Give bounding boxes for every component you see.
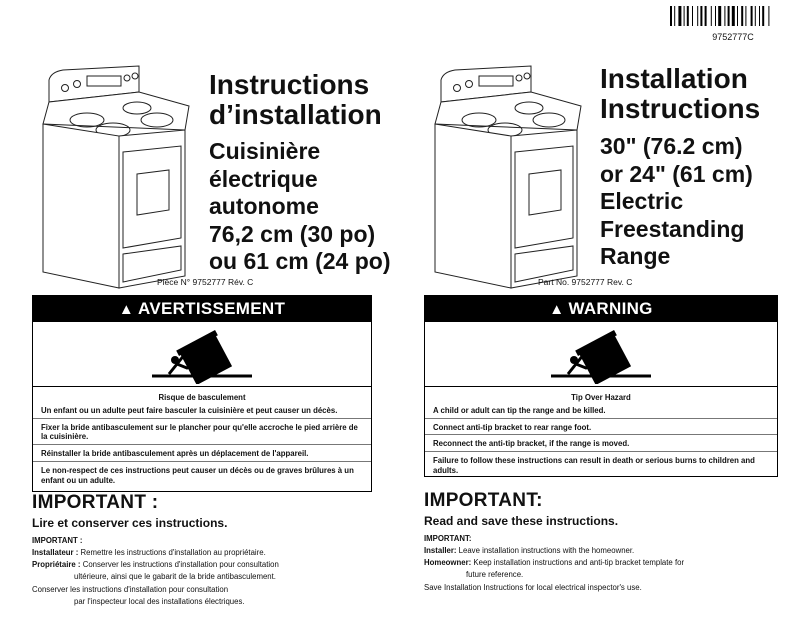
hazard-title: Tip Over Hazard — [571, 393, 631, 402]
warning-triangle-icon: ▲ — [118, 300, 134, 318]
important-subtitle: Lire et conserver ces instructions. — [32, 516, 228, 530]
description-line: Electric — [600, 188, 684, 215]
warning-label: AVERTISSEMENT — [138, 299, 286, 318]
title-line: Instructions — [600, 93, 761, 125]
description-line: 76,2 cm (30 po) — [209, 220, 376, 247]
tip-over-icon — [546, 324, 656, 384]
warning-line: Le non-respect de ces instructions peut causer un décès ou de graves brûlures à un enfant ou un adulte. — [41, 465, 354, 485]
description-line: or 24" (61 cm) — [600, 160, 753, 187]
description-line: Range — [600, 243, 671, 270]
important-notes — [32, 536, 279, 607]
keep-text: Conserver les instructions d'installation pour consultation — [32, 584, 229, 594]
important-subtitle: Read and save these instructions. — [424, 514, 619, 528]
notes-label: IMPORTANT: — [424, 534, 472, 543]
warning-line: Un enfant ou un adulte peut faire basculer la cuisinière et peut causer un décès. — [33, 406, 371, 419]
installer-heading: Installateur : — [32, 548, 79, 558]
description-line: électrique — [209, 165, 318, 192]
barcode — [668, 6, 798, 42]
warning-label: WARNING — [568, 299, 653, 318]
owner-text-cont: future reference. — [466, 570, 524, 580]
page-title — [209, 70, 382, 130]
description-line: 30" (76.2 cm) — [600, 133, 743, 159]
owner-text: Conserver les instructions d'installation pour consultation — [82, 560, 279, 570]
tip-over-pictogram — [33, 322, 371, 387]
owner-text-cont: ultérieure, ainsi que le gabarit de la bride antibasculement. — [74, 572, 276, 582]
description-line: Cuisinière — [209, 138, 321, 164]
important-title: IMPORTANT: — [424, 490, 543, 511]
installer-text: Remettre les instructions d'installation au propriétaire. — [80, 548, 266, 558]
description-line: autonome — [209, 193, 319, 220]
owner-heading: Propriétaire : — [32, 560, 81, 570]
part-number: Pièce N° 9752777 Rév. C — [157, 277, 254, 287]
warning-line: Reconnect the anti-tip bracket, if the range is moved. — [425, 439, 777, 452]
warning-line: Fixer la bride antibasculement sur le plancher pour qu'elle accroche le pied arrière de la cuisinière. — [33, 423, 371, 445]
title-line: d’installation — [209, 99, 382, 131]
owner-heading: Homeowner: — [424, 558, 472, 568]
title-line: Instructions — [209, 69, 370, 100]
description-line: ou 61 cm (24 po) — [209, 248, 391, 275]
warning-header — [425, 296, 777, 322]
tip-over-pictogram — [425, 322, 777, 387]
warning-line: Failure to follow these instructions can result in death or serious burns to children and adults. — [433, 456, 755, 475]
barcode-number: 9752777C — [712, 32, 754, 42]
installer-heading: Installer: — [424, 546, 457, 556]
keep-text-cont: par l'inspecteur local des installations électriques. — [74, 596, 245, 606]
warning-header — [33, 296, 371, 322]
warning-line: Réinstaller la bride antibasculement après un déplacement de l'appareil. — [33, 449, 371, 462]
product-description — [209, 138, 390, 276]
range-illustration — [426, 62, 596, 292]
warning-line: A child or adult can tip the range and be killed. — [425, 406, 777, 419]
range-illustration — [34, 62, 204, 292]
barcode-icon — [668, 6, 798, 26]
installer-text: Leave installation instructions with the homeowner. — [458, 546, 635, 556]
tip-over-icon — [147, 324, 257, 384]
product-description — [600, 133, 753, 271]
important-section — [32, 492, 279, 609]
english-page — [404, 0, 808, 621]
hazard-title: Risque de basculement — [158, 393, 246, 402]
warning-line: Connect anti-tip bracket to rear range foot. — [425, 423, 777, 436]
warning-box — [32, 295, 372, 492]
keep-text: Save Installation Instructions for local electrical inspector's use. — [424, 582, 642, 592]
important-section — [424, 490, 684, 595]
owner-text: Keep installation instructions and anti-tip bracket template for — [473, 558, 685, 568]
page-title — [600, 64, 760, 124]
part-number: Part No. 9752777 Rev. C — [538, 277, 633, 287]
warning-box — [424, 295, 778, 477]
notes-label: IMPORTANT : — [32, 536, 83, 545]
title-line: Installation — [600, 63, 748, 94]
description-line: Freestanding — [600, 215, 745, 242]
warning-triangle-icon: ▲ — [549, 300, 565, 318]
important-title: IMPORTANT : — [32, 492, 159, 513]
important-notes — [424, 534, 684, 593]
